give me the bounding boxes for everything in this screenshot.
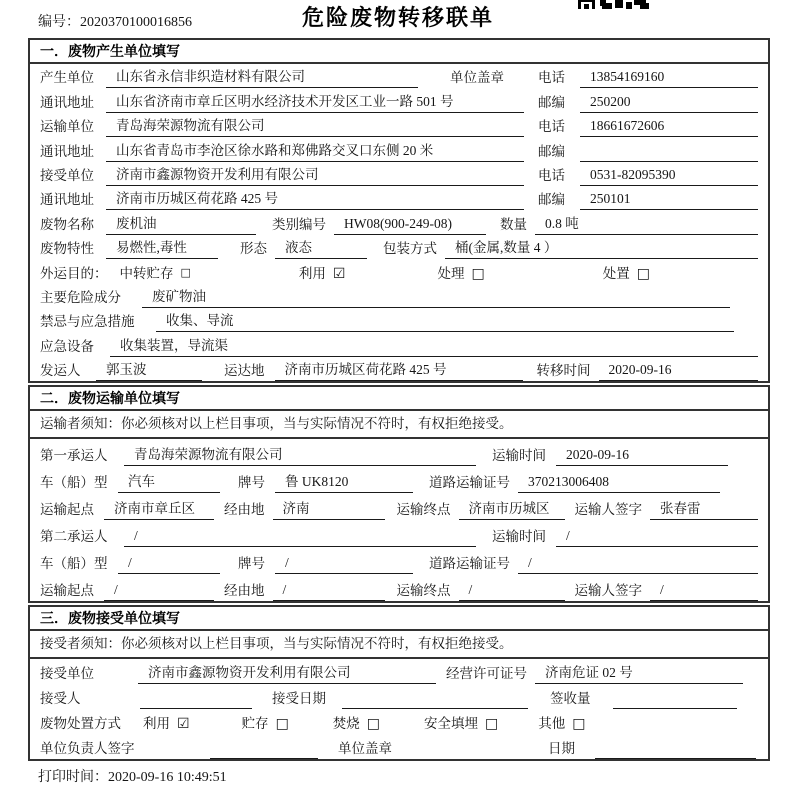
route-via-value: 济南: [273, 497, 385, 520]
transport-time-label: 运输时间: [492, 448, 546, 464]
row-route1: [30, 493, 768, 520]
packing-label: 包装方式: [383, 241, 437, 257]
transporter-sign-value: 张春雷: [650, 497, 758, 520]
waste-traits-value: 易燃性,毒性: [106, 236, 218, 259]
purpose-option-label: 中转贮存: [119, 265, 174, 281]
waste-name-label: 废物名称: [40, 216, 94, 232]
row-dispatch: [30, 357, 768, 381]
carrier2-value: /: [124, 528, 476, 547]
route-end-label: 运输终点: [396, 583, 451, 599]
route-end-label: 运输终点: [396, 502, 451, 518]
serial-value: 2020370100016856: [80, 15, 192, 30]
carrier2-label: 第二承运人: [40, 529, 108, 545]
transporter-label: 运输单位: [40, 119, 94, 135]
road-permit-label: 道路运输证号: [429, 556, 510, 572]
row-vehicle2: [30, 547, 768, 574]
license-label: 经营许可证号: [446, 666, 527, 682]
address-label: 通讯地址: [40, 192, 94, 208]
vehicle-type-value: 汽车: [118, 470, 220, 493]
section-receiver: [28, 605, 770, 761]
zip-label: 邮编: [538, 192, 565, 208]
waste-qty-label: 数量: [500, 216, 527, 232]
waste-form-label: 形态: [240, 241, 267, 257]
section-producer-heading: 一．废物产生单位填写: [30, 40, 768, 64]
received-qty-value: [613, 692, 737, 709]
phone-label: 电话: [538, 70, 565, 86]
unit-seal-label: 单位盖章: [338, 741, 392, 757]
responsible-sign-value: [210, 742, 318, 759]
hazard-value: 废矿物油: [142, 285, 730, 308]
section-receiver-heading: 三．废物接受单位填写: [30, 607, 768, 631]
vehicle-type-value: /: [118, 555, 220, 574]
page-title: 危险废物转移联单: [301, 5, 494, 30]
phone-label: 电话: [538, 167, 565, 183]
transporter-sign-label: 运输人签字: [574, 583, 642, 599]
route-via-label: 经由地: [224, 583, 265, 599]
disposal-option-label: 安全填埋: [424, 716, 479, 732]
transport-time-value: 2020-09-16: [556, 447, 728, 466]
route-start-label: 运输起点: [40, 583, 94, 599]
qr-code-fragment-icon: [578, 0, 656, 9]
waste-name-value: 废机油: [106, 212, 256, 235]
waste-code-value: HW08(900-249-08): [334, 216, 486, 235]
producer-address-value: 山东省济南市章丘区明水经济技术开发区工业一路 501 号: [106, 90, 524, 113]
plate-value: 鲁 UK8120: [275, 470, 413, 493]
row-transporter: [30, 113, 768, 137]
receipt-date-label: 接受日期: [272, 691, 326, 707]
route-start-value: 济南市章丘区: [104, 497, 214, 520]
row-transporter-address: [30, 137, 768, 161]
checkbox-other: □: [572, 716, 586, 733]
address-label: 通讯地址: [40, 143, 94, 159]
route-end-value: /: [459, 582, 565, 601]
seal-date-label: 日期: [548, 741, 575, 757]
row-producer: [30, 64, 768, 88]
checkbox-storage: □: [275, 716, 289, 733]
checkbox-transfer-storage: □: [180, 265, 191, 279]
row-carrier2: [30, 520, 768, 547]
print-time-label: 打印时间：: [38, 770, 108, 786]
equipment-value: 收集装置，导流渠: [110, 334, 758, 357]
zip-label: 邮编: [538, 143, 565, 159]
receiver-notice: 接受者须知：你必须核对以上栏目事项，当与实际情况不符时，有权拒绝接受。: [30, 631, 768, 659]
transporter-sign-value: /: [650, 582, 758, 601]
route-via-label: 经由地: [224, 502, 265, 518]
row-vehicle1: [30, 466, 768, 493]
vehicle-type-label: 车（船）型: [40, 475, 108, 491]
purpose-option-label: 处理: [437, 265, 465, 281]
receiver-zip-value: 250101: [580, 191, 758, 210]
row-receiving-unit: [30, 659, 768, 684]
row-receiver-address: [30, 186, 768, 210]
row-purpose: [30, 259, 768, 283]
row-responsible-sign: [30, 734, 768, 759]
checkbox-dispose: □: [636, 265, 650, 282]
transfer-time-value: 2020-09-16: [599, 362, 759, 381]
checkbox-treat: □: [471, 265, 485, 282]
section-transport-heading: 二．废物运输单位填写: [30, 387, 768, 411]
equipment-label: 应急设备: [40, 338, 94, 354]
vehicle-type-label: 车（船）型: [40, 556, 108, 572]
row-taboo: [30, 308, 768, 332]
responsible-sign-label: 单位负责人签字: [40, 741, 135, 757]
waste-qty-value: 0.8 吨: [535, 212, 758, 235]
seal-date-value: [595, 742, 756, 759]
plate-label: 牌号: [238, 556, 265, 572]
checkbox-utilize-checked: ☑: [332, 265, 346, 282]
receipt-date-value: [342, 692, 528, 709]
road-permit-label: 道路运输证号: [429, 475, 510, 491]
checkbox-utilize-checked: ☑: [177, 716, 190, 733]
taboo-label: 禁忌与应急措施: [40, 314, 135, 330]
destination-value: 济南市历城区荷花路 425 号: [275, 358, 523, 381]
row-receiver: [30, 162, 768, 186]
road-permit-value: /: [518, 555, 758, 574]
carrier1-label: 第一承运人: [40, 448, 108, 464]
row-producer-address: [30, 88, 768, 112]
form-body: [28, 38, 770, 761]
receiving-unit-value: 济南市鑫源物资开发利用有限公司: [138, 661, 436, 684]
route-start-label: 运输起点: [40, 502, 94, 518]
route-start-value: /: [104, 582, 214, 601]
disposal-option-label: 利用: [143, 716, 170, 732]
taboo-value: 收集、导流: [156, 309, 734, 332]
carrier1-value: 青岛海荣源物流有限公司: [124, 443, 476, 466]
row-carrier1: [30, 439, 768, 466]
route-via-value: /: [273, 582, 385, 601]
receiver-person-value: [140, 692, 252, 709]
transport-time-value: /: [556, 528, 758, 547]
waste-traits-label: 废物特性: [40, 241, 94, 257]
form-header: [0, 0, 796, 38]
print-time-value: 2020-09-16 10:49:51: [108, 770, 227, 786]
checkbox-landfill: □: [485, 716, 499, 733]
plate-value: /: [275, 555, 413, 574]
transport-time-label: 运输时间: [492, 529, 546, 545]
transporter-zip-value: [580, 145, 758, 162]
seal-label: 单位盖章: [450, 70, 504, 86]
section-producer: [28, 38, 770, 383]
receiver-address-value: 济南市历城区荷花路 425 号: [106, 187, 524, 210]
transporter-phone-value: 18661672606: [580, 118, 758, 137]
transport-notice: 运输者须知：你必须核对以上栏目事项，当与实际情况不符时，有权拒绝接受。: [30, 411, 768, 439]
row-route2: [30, 574, 768, 601]
phone-label: 电话: [538, 119, 565, 135]
transporter-sign-label: 运输人签字: [574, 502, 642, 518]
license-value: 济南危证 02 号: [535, 661, 743, 684]
receiver-phone-value: 0531-82095390: [580, 167, 758, 186]
receiver-person-label: 接受人: [40, 691, 81, 707]
dispatcher-label: 发运人: [40, 363, 81, 379]
transporter-address-value: 山东省青岛市李沧区徐水路和郑佛路交叉口东侧 20 米: [106, 139, 524, 162]
transfer-time-label: 转移时间: [536, 363, 591, 379]
row-equipment: [30, 332, 768, 356]
row-hazard: [30, 284, 768, 308]
producer-phone-value: 13854169160: [580, 69, 758, 88]
address-label: 通讯地址: [40, 94, 94, 110]
row-waste-traits: [30, 235, 768, 259]
route-end-value: 济南市历城区: [459, 497, 565, 520]
road-permit-value: 370213006408: [518, 474, 720, 493]
disposal-option-label: 焚烧: [332, 716, 360, 732]
received-qty-label: 签收量: [550, 691, 591, 707]
disposal-option-label: 贮存: [241, 716, 269, 732]
plate-label: 牌号: [238, 475, 265, 491]
hazard-label: 主要危险成分: [40, 289, 121, 305]
row-receipt: [30, 684, 768, 709]
row-waste-name: [30, 210, 768, 234]
producer-label: 产生单位: [40, 70, 94, 86]
zip-label: 邮编: [538, 94, 565, 110]
print-time: [38, 766, 796, 786]
disposal-option-label: 其他: [538, 716, 566, 732]
producer-value: 山东省永信非织造材料有限公司: [106, 65, 418, 88]
section-transport: [28, 385, 770, 603]
purpose-option-label: 利用: [298, 265, 326, 281]
packing-value: 桶(金属,数量 4 ）: [445, 236, 758, 259]
purpose-label: 外运目的：: [40, 265, 108, 281]
checkbox-incinerate: □: [366, 716, 381, 733]
waste-form-value: 液态: [275, 236, 367, 259]
dispatcher-value: 郭玉波: [96, 358, 202, 381]
waste-code-label: 类别编号: [272, 216, 326, 232]
transporter-value: 青岛海荣源物流有限公司: [106, 114, 524, 137]
purpose-option-label: 处置: [602, 265, 630, 281]
row-disposal-method: [30, 709, 768, 734]
destination-label: 运达地: [224, 363, 265, 379]
serial-label: 编号：: [38, 15, 80, 30]
receiver-value: 济南市鑫源物资开发利用有限公司: [106, 163, 524, 186]
receiving-unit-label: 接受单位: [40, 666, 94, 682]
receiver-label: 接受单位: [40, 167, 94, 183]
disposal-method-label: 废物处置方式: [40, 716, 121, 732]
producer-zip-value: 250200: [580, 94, 758, 113]
